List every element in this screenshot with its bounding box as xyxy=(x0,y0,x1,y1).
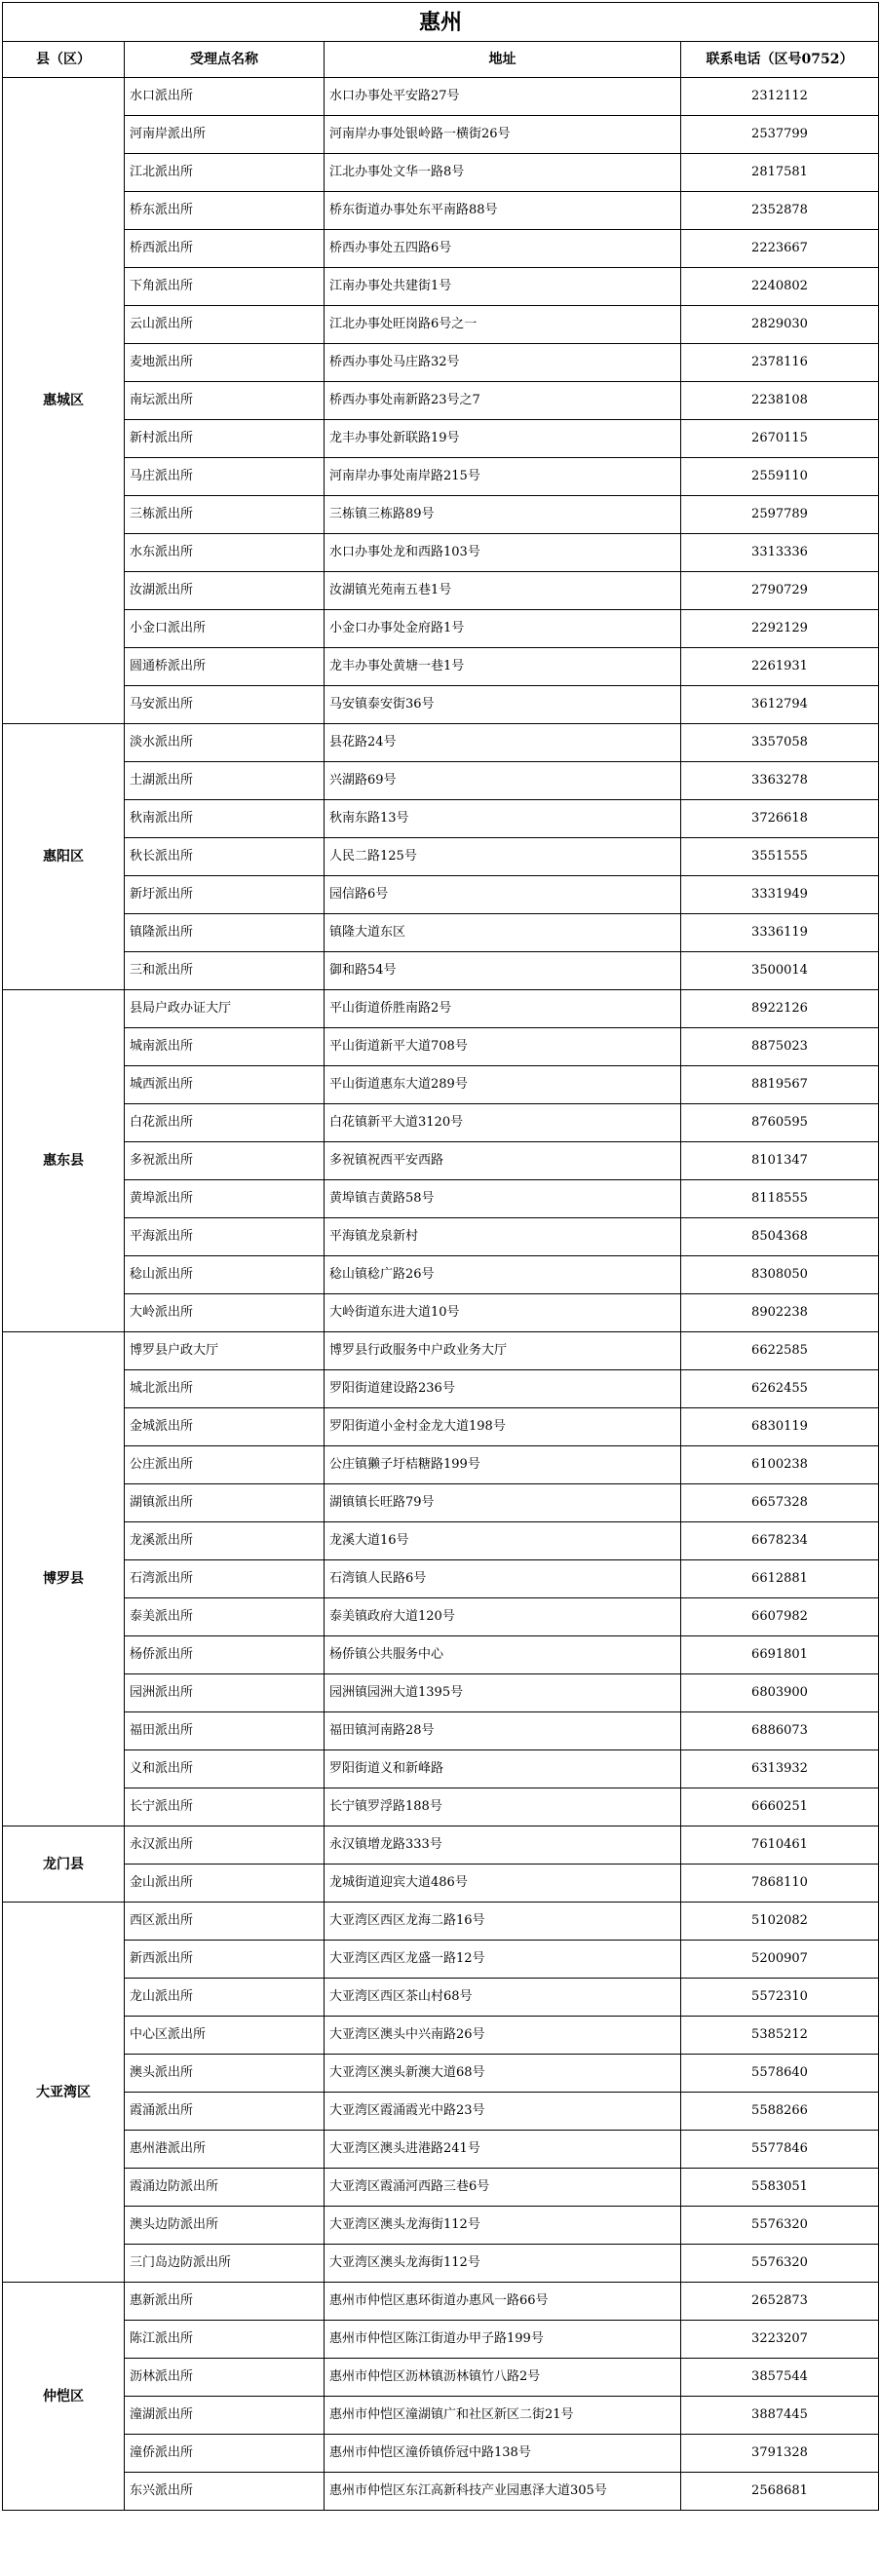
table-row xyxy=(3,2169,879,2207)
phone-cell: 7610461 xyxy=(681,1826,879,1865)
header-phone: 联系电话（区号0752） xyxy=(681,42,879,78)
address-cell: 大亚湾区澳头新澳大道68号 xyxy=(325,2055,681,2093)
phone-cell: 2817581 xyxy=(681,154,879,192)
station-name-cell: 江北派出所 xyxy=(125,154,325,192)
phone-cell: 2352878 xyxy=(681,192,879,230)
station-name-cell: 圆通桥派出所 xyxy=(125,648,325,686)
address-cell: 惠州市仲恺区陈江街道办甲子路199号 xyxy=(325,2321,681,2359)
phone-cell: 6622585 xyxy=(681,1332,879,1370)
address-cell: 长宁镇罗浮路188号 xyxy=(325,1788,681,1826)
phone-cell: 2670115 xyxy=(681,420,879,458)
table-row xyxy=(3,1142,879,1180)
phone-cell: 8308050 xyxy=(681,1256,879,1294)
station-name-cell: 城南派出所 xyxy=(125,1028,325,1066)
station-name-cell: 秋长派出所 xyxy=(125,838,325,876)
address-cell: 汝湖镇光苑南五巷1号 xyxy=(325,572,681,610)
address-cell: 湖镇镇长旺路79号 xyxy=(325,1484,681,1522)
address-cell: 大亚湾区澳头龙海街112号 xyxy=(325,2207,681,2245)
table-row xyxy=(3,762,879,800)
document xyxy=(2,2,878,2511)
address-cell: 公庄镇獭子圩桔糖路199号 xyxy=(325,1446,681,1484)
table-row xyxy=(3,2055,879,2093)
phone-cell: 2261931 xyxy=(681,648,879,686)
table-row xyxy=(3,2397,879,2435)
address-cell: 多祝镇祝西平安西路 xyxy=(325,1142,681,1180)
station-name-cell: 沥林派出所 xyxy=(125,2359,325,2397)
address-cell: 罗阳街道小金村金龙大道198号 xyxy=(325,1408,681,1446)
table-row xyxy=(3,1865,879,1903)
table-row xyxy=(3,154,879,192)
phone-cell: 3612794 xyxy=(681,686,879,724)
station-name-cell: 淡水派出所 xyxy=(125,724,325,762)
phone-cell: 5576320 xyxy=(681,2207,879,2245)
address-cell: 河南岸办事处银岭路一横街26号 xyxy=(325,116,681,154)
address-cell: 大亚湾区澳头龙海街112号 xyxy=(325,2245,681,2283)
county-cell: 惠城区 xyxy=(3,78,125,724)
table-row xyxy=(3,458,879,496)
address-cell: 桥西办事处南新路23号之7 xyxy=(325,382,681,420)
table-row xyxy=(3,2017,879,2055)
phone-cell: 6886073 xyxy=(681,1712,879,1750)
address-cell: 杨侨镇公共服务中心 xyxy=(325,1636,681,1674)
phone-cell: 2312112 xyxy=(681,78,879,116)
table-row xyxy=(3,1408,879,1446)
station-name-cell: 博罗县户政大厅 xyxy=(125,1332,325,1370)
phone-cell: 2559110 xyxy=(681,458,879,496)
table-row xyxy=(3,268,879,306)
table-row xyxy=(3,1750,879,1788)
address-cell: 泰美镇政府大道120号 xyxy=(325,1598,681,1636)
phone-cell: 3500014 xyxy=(681,952,879,990)
table-row xyxy=(3,1180,879,1218)
station-name-cell: 新圩派出所 xyxy=(125,876,325,914)
address-cell: 龙丰办事处黄塘一巷1号 xyxy=(325,648,681,686)
station-name-cell: 马安派出所 xyxy=(125,686,325,724)
address-cell: 河南岸办事处南岸路215号 xyxy=(325,458,681,496)
station-name-cell: 石湾派出所 xyxy=(125,1560,325,1598)
county-cell: 博罗县 xyxy=(3,1332,125,1826)
station-name-cell: 马庄派出所 xyxy=(125,458,325,496)
phone-cell: 2223667 xyxy=(681,230,879,268)
phone-cell: 8875023 xyxy=(681,1028,879,1066)
table-row xyxy=(3,1636,879,1674)
phone-cell: 3331949 xyxy=(681,876,879,914)
address-cell: 平海镇龙泉新村 xyxy=(325,1218,681,1256)
address-cell: 平山街道惠东大道289号 xyxy=(325,1066,681,1104)
address-cell: 县花路24号 xyxy=(325,724,681,762)
address-cell: 御和路54号 xyxy=(325,952,681,990)
station-name-cell: 中心区派出所 xyxy=(125,2017,325,2055)
station-name-cell: 福田派出所 xyxy=(125,1712,325,1750)
phone-cell: 8101347 xyxy=(681,1142,879,1180)
phone-cell: 3551555 xyxy=(681,838,879,876)
title-row xyxy=(3,3,879,42)
station-name-cell: 河南岸派出所 xyxy=(125,116,325,154)
table-row xyxy=(3,1979,879,2017)
table-row xyxy=(3,344,879,382)
address-cell: 桥东街道办事处东平南路88号 xyxy=(325,192,681,230)
table-row xyxy=(3,914,879,952)
table-row xyxy=(3,1674,879,1712)
table-row xyxy=(3,1484,879,1522)
phone-cell: 5102082 xyxy=(681,1903,879,1941)
table-row xyxy=(3,2473,879,2511)
address-cell: 惠州市仲恺区东江高新科技产业园惠泽大道305号 xyxy=(325,2473,681,2511)
table-row xyxy=(3,1104,879,1142)
table-row xyxy=(3,876,879,914)
station-name-cell: 秋南派出所 xyxy=(125,800,325,838)
station-name-cell: 东兴派出所 xyxy=(125,2473,325,2511)
station-name-cell: 小金口派出所 xyxy=(125,610,325,648)
address-cell: 大亚湾区霞涌河西路三巷6号 xyxy=(325,2169,681,2207)
address-cell: 桥西办事处马庄路32号 xyxy=(325,344,681,382)
station-name-cell: 稔山派出所 xyxy=(125,1256,325,1294)
station-name-cell: 澳头派出所 xyxy=(125,2055,325,2093)
phone-cell: 5583051 xyxy=(681,2169,879,2207)
phone-cell: 5572310 xyxy=(681,1979,879,2017)
station-name-cell: 泰美派出所 xyxy=(125,1598,325,1636)
phone-cell: 3223207 xyxy=(681,2321,879,2359)
table-row xyxy=(3,2359,879,2397)
station-name-cell: 龙溪派出所 xyxy=(125,1522,325,1560)
station-name-cell: 三门岛边防派出所 xyxy=(125,2245,325,2283)
table-body xyxy=(3,78,879,2511)
table-row xyxy=(3,382,879,420)
phone-cell: 3791328 xyxy=(681,2435,879,2473)
address-cell: 龙丰办事处新联路19号 xyxy=(325,420,681,458)
address-cell: 惠州市仲恺区沥林镇沥林镇竹八路2号 xyxy=(325,2359,681,2397)
table-row xyxy=(3,1218,879,1256)
address-cell: 黄埠镇吉黄路58号 xyxy=(325,1180,681,1218)
table-row xyxy=(3,800,879,838)
address-cell: 水口办事处平安路27号 xyxy=(325,78,681,116)
phone-cell: 5588266 xyxy=(681,2093,879,2131)
station-name-cell: 云山派出所 xyxy=(125,306,325,344)
station-name-cell: 水口派出所 xyxy=(125,78,325,116)
station-name-cell: 县局户政办证大厅 xyxy=(125,990,325,1028)
table-row xyxy=(3,78,879,116)
address-cell: 博罗县行政服务中户政业务大厅 xyxy=(325,1332,681,1370)
station-name-cell: 霞涌派出所 xyxy=(125,2093,325,2131)
station-name-cell: 多祝派出所 xyxy=(125,1142,325,1180)
table-row xyxy=(3,1066,879,1104)
phone-cell: 6612881 xyxy=(681,1560,879,1598)
address-cell: 大亚湾区西区龙海二路16号 xyxy=(325,1903,681,1941)
station-name-cell: 湖镇派出所 xyxy=(125,1484,325,1522)
table-row xyxy=(3,1712,879,1750)
station-name-cell: 惠州港派出所 xyxy=(125,2131,325,2169)
phone-cell: 5578640 xyxy=(681,2055,879,2093)
phone-cell: 8504368 xyxy=(681,1218,879,1256)
address-cell: 水口办事处龙和西路103号 xyxy=(325,534,681,572)
address-cell: 大亚湾区澳头进港路241号 xyxy=(325,2131,681,2169)
table-row xyxy=(3,572,879,610)
table-row xyxy=(3,838,879,876)
phone-cell: 2378116 xyxy=(681,344,879,382)
phone-cell: 6262455 xyxy=(681,1370,879,1408)
table-row xyxy=(3,1560,879,1598)
station-name-cell: 长宁派出所 xyxy=(125,1788,325,1826)
phone-cell: 2238108 xyxy=(681,382,879,420)
table-row xyxy=(3,952,879,990)
phone-cell: 2537799 xyxy=(681,116,879,154)
table-row xyxy=(3,2245,879,2283)
address-cell: 兴湖路69号 xyxy=(325,762,681,800)
phone-cell: 2568681 xyxy=(681,2473,879,2511)
address-cell: 大亚湾区霞涌霞光中路23号 xyxy=(325,2093,681,2131)
address-cell: 大亚湾区西区茶山村68号 xyxy=(325,1979,681,2017)
station-name-cell: 白花派出所 xyxy=(125,1104,325,1142)
phone-cell: 5385212 xyxy=(681,2017,879,2055)
phone-cell: 2829030 xyxy=(681,306,879,344)
phone-cell: 2240802 xyxy=(681,268,879,306)
station-name-cell: 义和派出所 xyxy=(125,1750,325,1788)
address-cell: 大亚湾区澳头中兴南路26号 xyxy=(325,2017,681,2055)
station-name-cell: 西区派出所 xyxy=(125,1903,325,1941)
table-row xyxy=(3,610,879,648)
address-cell: 马安镇泰安街36号 xyxy=(325,686,681,724)
table-row xyxy=(3,1903,879,1941)
address-cell: 惠州市仲恺区潼湖镇广和社区新区二街21号 xyxy=(325,2397,681,2435)
header-address: 地址 xyxy=(325,42,681,78)
table-row xyxy=(3,1941,879,1979)
address-cell: 石湾镇人民路6号 xyxy=(325,1560,681,1598)
station-name-cell: 惠新派出所 xyxy=(125,2283,325,2321)
station-name-cell: 潼湖派出所 xyxy=(125,2397,325,2435)
station-name-cell: 汝湖派出所 xyxy=(125,572,325,610)
address-cell: 平山街道新平大道708号 xyxy=(325,1028,681,1066)
station-name-cell: 金山派出所 xyxy=(125,1865,325,1903)
address-cell: 龙城街道迎宾大道486号 xyxy=(325,1865,681,1903)
phone-cell: 6830119 xyxy=(681,1408,879,1446)
address-cell: 大岭街道东进大道10号 xyxy=(325,1294,681,1332)
table-row xyxy=(3,230,879,268)
phone-cell: 6691801 xyxy=(681,1636,879,1674)
station-name-cell: 霞涌边防派出所 xyxy=(125,2169,325,2207)
station-name-cell: 杨侨派出所 xyxy=(125,1636,325,1674)
station-name-cell: 南坛派出所 xyxy=(125,382,325,420)
phone-cell: 2790729 xyxy=(681,572,879,610)
station-name-cell: 镇隆派出所 xyxy=(125,914,325,952)
county-cell: 惠阳区 xyxy=(3,724,125,990)
phone-cell: 3313336 xyxy=(681,534,879,572)
table-row xyxy=(3,2131,879,2169)
phone-cell: 6678234 xyxy=(681,1522,879,1560)
phone-cell: 8922126 xyxy=(681,990,879,1028)
station-name-cell: 城西派出所 xyxy=(125,1066,325,1104)
station-name-cell: 黄埠派出所 xyxy=(125,1180,325,1218)
station-name-cell: 园洲派出所 xyxy=(125,1674,325,1712)
table-row xyxy=(3,1446,879,1484)
station-name-cell: 下角派出所 xyxy=(125,268,325,306)
phone-cell: 3857544 xyxy=(681,2359,879,2397)
phone-cell: 3363278 xyxy=(681,762,879,800)
station-name-cell: 三栋派出所 xyxy=(125,496,325,534)
table-row xyxy=(3,1332,879,1370)
table-row xyxy=(3,1028,879,1066)
table-row xyxy=(3,2207,879,2245)
phone-cell: 8760595 xyxy=(681,1104,879,1142)
phone-cell: 3336119 xyxy=(681,914,879,952)
table-row xyxy=(3,2283,879,2321)
table-row xyxy=(3,990,879,1028)
table-row xyxy=(3,192,879,230)
phone-cell: 7868110 xyxy=(681,1865,879,1903)
address-cell: 罗阳街道义和新峰路 xyxy=(325,1750,681,1788)
phone-cell: 6803900 xyxy=(681,1674,879,1712)
table-row xyxy=(3,420,879,458)
phone-cell: 6657328 xyxy=(681,1484,879,1522)
table-row xyxy=(3,534,879,572)
station-name-cell: 陈江派出所 xyxy=(125,2321,325,2359)
station-name-cell: 大岭派出所 xyxy=(125,1294,325,1332)
address-cell: 福田镇河南路28号 xyxy=(325,1712,681,1750)
address-cell: 园信路6号 xyxy=(325,876,681,914)
county-cell: 大亚湾区 xyxy=(3,1903,125,2283)
phone-cell: 6100238 xyxy=(681,1446,879,1484)
county-cell: 仲恺区 xyxy=(3,2283,125,2511)
address-cell: 桥西办事处五四路6号 xyxy=(325,230,681,268)
table-row xyxy=(3,496,879,534)
phone-cell: 5200907 xyxy=(681,1941,879,1979)
station-name-cell: 新村派出所 xyxy=(125,420,325,458)
table-row xyxy=(3,1370,879,1408)
station-name-cell: 城北派出所 xyxy=(125,1370,325,1408)
phone-cell: 6313932 xyxy=(681,1750,879,1788)
address-cell: 稔山镇稔广路26号 xyxy=(325,1256,681,1294)
address-cell: 三栋镇三栋路89号 xyxy=(325,496,681,534)
county-cell: 惠东县 xyxy=(3,990,125,1332)
station-name-cell: 桥东派出所 xyxy=(125,192,325,230)
station-name-cell: 麦地派出所 xyxy=(125,344,325,382)
address-cell: 惠州市仲恺区惠环街道办惠风一路66号 xyxy=(325,2283,681,2321)
phone-cell: 8118555 xyxy=(681,1180,879,1218)
address-cell: 江北办事处文华一路8号 xyxy=(325,154,681,192)
station-name-cell: 土湖派出所 xyxy=(125,762,325,800)
phone-cell: 2652873 xyxy=(681,2283,879,2321)
phone-cell: 8902238 xyxy=(681,1294,879,1332)
phone-cell: 2597789 xyxy=(681,496,879,534)
table-row xyxy=(3,1294,879,1332)
table-row xyxy=(3,116,879,154)
header-station-name: 受理点名称 xyxy=(125,42,325,78)
table-row xyxy=(3,2321,879,2359)
table-row xyxy=(3,1826,879,1865)
phone-cell: 8819567 xyxy=(681,1066,879,1104)
address-cell: 大亚湾区西区龙盛一路12号 xyxy=(325,1941,681,1979)
table-row xyxy=(3,1598,879,1636)
table-row xyxy=(3,1256,879,1294)
station-name-cell: 澳头边防派出所 xyxy=(125,2207,325,2245)
phone-cell: 2292129 xyxy=(681,610,879,648)
table-row xyxy=(3,1522,879,1560)
phone-cell: 6607982 xyxy=(681,1598,879,1636)
address-cell: 人民二路125号 xyxy=(325,838,681,876)
table-row xyxy=(3,2093,879,2131)
station-name-cell: 永汉派出所 xyxy=(125,1826,325,1865)
station-name-cell: 龙山派出所 xyxy=(125,1979,325,2017)
police-station-table xyxy=(2,2,879,2511)
station-name-cell: 公庄派出所 xyxy=(125,1446,325,1484)
address-cell: 镇隆大道东区 xyxy=(325,914,681,952)
phone-cell: 3357058 xyxy=(681,724,879,762)
station-name-cell: 平海派出所 xyxy=(125,1218,325,1256)
table-row xyxy=(3,648,879,686)
county-cell: 龙门县 xyxy=(3,1826,125,1903)
address-cell: 小金口办事处金府路1号 xyxy=(325,610,681,648)
station-name-cell: 三和派出所 xyxy=(125,952,325,990)
phone-cell: 3887445 xyxy=(681,2397,879,2435)
address-cell: 白花镇新平大道3120号 xyxy=(325,1104,681,1142)
table-row xyxy=(3,686,879,724)
table-title: 惠州 xyxy=(3,3,879,42)
station-name-cell: 水东派出所 xyxy=(125,534,325,572)
table-row xyxy=(3,1788,879,1826)
station-name-cell: 新西派出所 xyxy=(125,1941,325,1979)
address-cell: 江北办事处旺岗路6号之一 xyxy=(325,306,681,344)
address-cell: 秋南东路13号 xyxy=(325,800,681,838)
address-cell: 江南办事处共建街1号 xyxy=(325,268,681,306)
phone-cell: 5577846 xyxy=(681,2131,879,2169)
station-name-cell: 金城派出所 xyxy=(125,1408,325,1446)
phone-cell: 5576320 xyxy=(681,2245,879,2283)
table-row xyxy=(3,724,879,762)
table-row xyxy=(3,2435,879,2473)
station-name-cell: 桥西派出所 xyxy=(125,230,325,268)
address-cell: 惠州市仲恺区潼侨镇侨冠中路138号 xyxy=(325,2435,681,2473)
phone-cell: 6660251 xyxy=(681,1788,879,1826)
address-cell: 平山街道侨胜南路2号 xyxy=(325,990,681,1028)
address-cell: 龙溪大道16号 xyxy=(325,1522,681,1560)
header-county: 县（区） xyxy=(3,42,125,78)
address-cell: 永汉镇增龙路333号 xyxy=(325,1826,681,1865)
station-name-cell: 潼侨派出所 xyxy=(125,2435,325,2473)
address-cell: 罗阳街道建设路236号 xyxy=(325,1370,681,1408)
phone-cell: 3726618 xyxy=(681,800,879,838)
table-row xyxy=(3,306,879,344)
address-cell: 园洲镇园洲大道1395号 xyxy=(325,1674,681,1712)
header-row xyxy=(3,42,879,78)
